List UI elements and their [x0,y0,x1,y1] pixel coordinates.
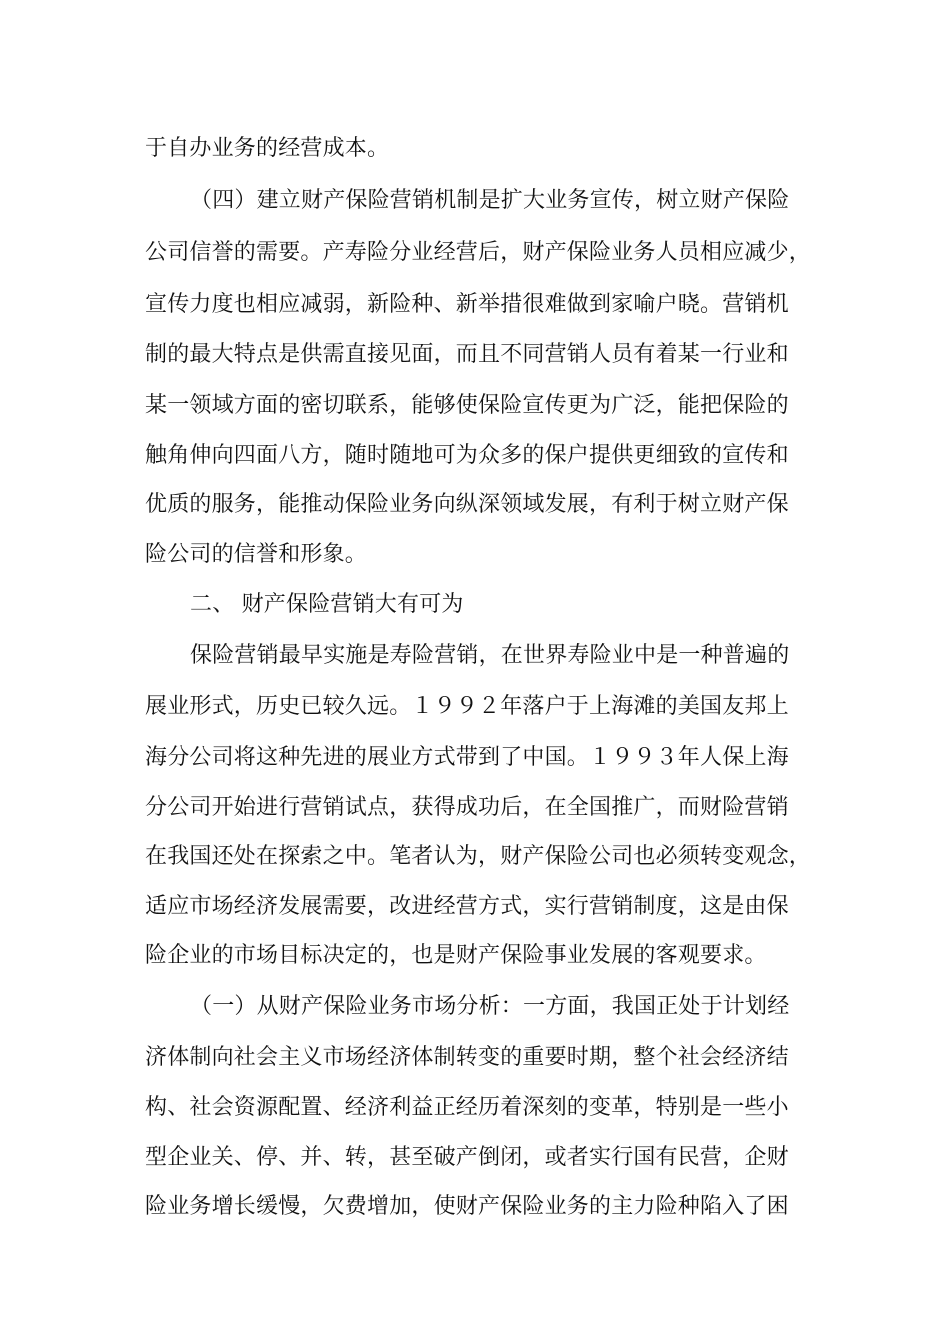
text-line: 制的最大特点是供需直接见面，而且不同营销人员有着某一行业和 [145,342,789,367]
text-line: 构、社会资源配置、经济利益正经历着深刻的变革，特别是一些小 [145,1095,789,1120]
text-line: （四）建立财产保险营销机制是扩大业务宣传，树立财产保险 [190,188,790,213]
text-line: 险业务增长缓慢，欠费增加，使财产保险业务的主力险种陷入了困 [145,1194,789,1219]
text-line: 险公司的信誉和形象。 [145,542,368,567]
text-line: 在我国还处在探索之中。笔者认为，财产保险公司也必须转变观念， [145,844,812,869]
text-line: 保险营销最早实施是寿险营销，在世界寿险业中是一种普遍的 [190,643,790,668]
text-line: 某一领域方面的密切联系，能够使保险宣传更为广泛，能把保险的 [145,393,789,418]
text-line: 型企业关、停、并、转，甚至破产倒闭，或者实行国有民营，企财 [145,1145,789,1170]
text-line: 适应市场经济发展需要，改进经营方式，实行营销制度，这是由保 [145,894,789,919]
text-line: （一）从财产保险业务市场分析：一方面，我国正处于计划经 [190,994,790,1019]
text-line: 分公司开始进行营销试点，获得成功后，在全国推广，而财险营销 [145,795,789,820]
text-line: 于自办业务的经营成本。 [145,136,390,161]
text-line: 触角伸向四面八方，随时随地可为众多的保户提供更细致的宣传和 [145,443,789,468]
text-line: 优质的服务，能推动保险业务向纵深领域发展，有利于树立财产保 [145,492,789,517]
text-line: 海分公司将这种先进的展业方式带到了中国。１９９３年人保上海 [145,745,789,770]
text-line: 宣传力度也相应减弱，新险种、新举措很难做到家喻户晓。营销机 [145,292,789,317]
text-line: 济体制向社会主义市场经济体制转变的重要时期，整个社会经济结 [145,1045,789,1070]
text-line: 展业形式，历史已较久远。１９９２年落户于上海滩的美国友邦上 [145,694,789,719]
section-heading: 二、 财产保险营销大有可为 [190,592,464,617]
text-line: 公司信誉的需要。产寿险分业经营后，财产保险业务人员相应减少， [145,240,812,265]
text-line: 险企业的市场目标决定的，也是财产保险事业发展的客观要求。 [145,943,767,968]
